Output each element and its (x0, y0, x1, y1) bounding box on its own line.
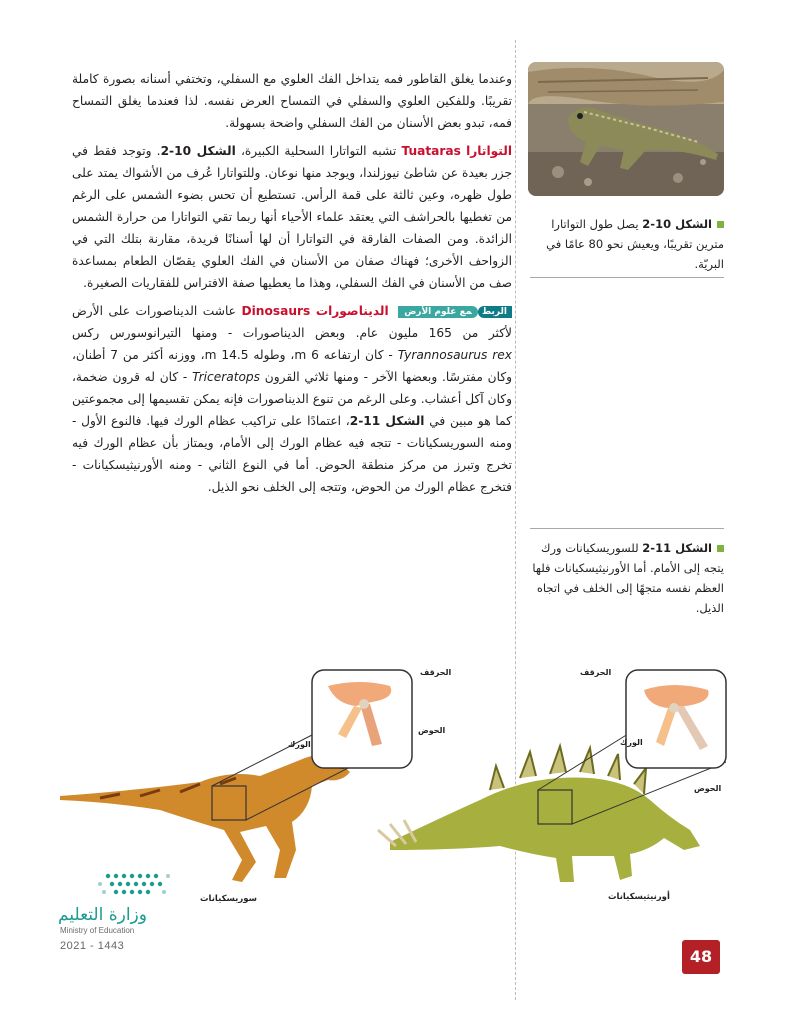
tuatara-text-a: تشبه التواتارا السحلية الكبيرة، (235, 144, 402, 158)
figure-ref-11-2[interactable]: الشكل 11-2 (349, 414, 425, 428)
caption-rule-2 (530, 528, 724, 529)
paragraph-tuatara (72, 140, 512, 294)
figure-ref-10-2[interactable]: الشكل 10-2 (160, 144, 236, 158)
link-subject: مع علوم الأرض (398, 306, 478, 318)
caption-bullet-icon (717, 545, 724, 552)
caption-figure-10-2 (530, 214, 724, 274)
caption-fig11-label: الشكل 11-2 (642, 541, 712, 555)
term-tuatara-ar: التواتارا (466, 144, 513, 158)
term-tuatara-en: Tuataras (401, 144, 461, 158)
dino-text-d: ، اعتمادًا على تراكيب عظام الورك فيها. فالنوع الأول - ومنه السوريسكيانات - تتجه فيه عظام الورك إلى الأمام، ويمتاز بأن عظام الورك فيه تخرج وتبرز من مركز منطقة الحوض. أما في النوع الثاني - ومنه الأورنيثيسكيانات - فتخرج عظام الورك من الحوض، وتتجه إلى الخلف نحو الذيل. (72, 414, 512, 494)
right-ilium-label: الحرقف (580, 668, 612, 677)
caption-rule-1 (530, 277, 724, 278)
caption-bullet-icon (717, 221, 724, 228)
left-ilium-label: الحرقف (420, 668, 452, 677)
edition-year: 2021 - 1443 (60, 940, 125, 952)
ministry-name-ar: وزارة التعليم (58, 905, 147, 925)
caption-figure-11-2 (530, 538, 724, 618)
dino-text-a: عاشت الديناصورات على الأرض لأكثر من 165 مليون عام. وبعض الديناصورات - ومنها التيرانوسورس ركس (72, 304, 512, 340)
ministry-name-en: Ministry of Education (60, 926, 135, 935)
term-dinosaurs-en: Dinosaurs (241, 304, 311, 318)
triceratops-name: Triceratops (192, 370, 261, 384)
right-hip-label: الورك (620, 738, 643, 747)
saurischian-dino-icon (60, 755, 350, 882)
trex-name: Tyrannosaurus rex (397, 348, 512, 362)
ornithischian-hip-inset (626, 670, 726, 768)
term-dinosaurs-ar: الديناصورات (315, 304, 389, 318)
left-hip-label: الورك (288, 740, 311, 749)
page-number: 48 (682, 940, 720, 974)
caption-fig10-text: يصل طول التواتارا مترين تقريبًا، ويعيش نحو 80 عامًا في البريّة. (546, 217, 724, 271)
saurischian-label: سوريسكيانات (200, 894, 257, 904)
ministry-logo-icon (58, 866, 198, 906)
right-pelvis-label: الحوض (694, 784, 722, 793)
link-label: الربط (478, 306, 512, 318)
paragraph-crocodile: وعندما يغلق القاطور فمه يتداخل الفك العلوي مع السفلي، وتختفي أسنانه بصورة كاملة تقريبًا. وللفكين العلوي والسفلي في التمساح العرض نفسه. لذا فعندما يغلق التمساح فمه، تبدو بعض الأسنان من الفك السفلي واضحة بسهولة. (72, 72, 512, 130)
ornithischian-label: أورنيثيسكيانات (608, 892, 670, 902)
tuatara-text-b: . وتوجد فقط في جزر بعيدة عن شاطئ نيوزلندا، ويوجد منها نوعان. وللتواتارا عُرف من الأشواك يمتد على طول ظهره، وعين ثالثة على قمة الرأس. تستطيع أن تحس بضوء الشمس على الرغم من تغطيها بالحراشف التي يعتقد علماء الأحياء أنها ربما تقي التواتارا من حرارة الشمس الزائدة. ومن الصفات الفارقة في التواتارا أن لها أسنانًا فريدة، مقارنة بتلك التي في الزواحف الأخرى؛ فهناك صفان من الأسنان في الفك العلوي يقصّان الطعام بمساعدة صف من الأسنان في الفك السفلي، وهذا ما يعطيها صفة الافتراس للفقاريات الصغيرة. (72, 144, 512, 290)
main-text-column (72, 68, 512, 504)
caption-fig10-label: الشكل 10-2 (642, 217, 712, 231)
left-pelvis-label: الحوض (418, 726, 446, 735)
tuatara-illustration (528, 62, 724, 196)
dino-text-b: - كان ارتفاعه 6 m، وطوله 14.5 m، ووزنه أكثر من 7 أطنان، وكان مفترسًا. وبعضها الآخر - ومنها ثلاثي القرون (72, 348, 513, 384)
dino-text-c: - كان له قرون ضخمة، وكان آكل أعشاب. وعلى الرغم من تنوع الديناصورات فإنه يمكن تقسيمها إلى مجموعتين كما هو مبين في (72, 370, 512, 428)
paragraph-dinosaurs (72, 300, 512, 498)
caption-fig11-text: للسوريسكيانات ورك يتجه إلى الأمام. أما الأورنيثيسكيانات فلها العظم نفسه متجهًا إلى الخلف في اتجاه الذيل. (532, 541, 724, 615)
earth-science-link-badge (398, 305, 512, 319)
tuatara-photo (528, 62, 724, 196)
